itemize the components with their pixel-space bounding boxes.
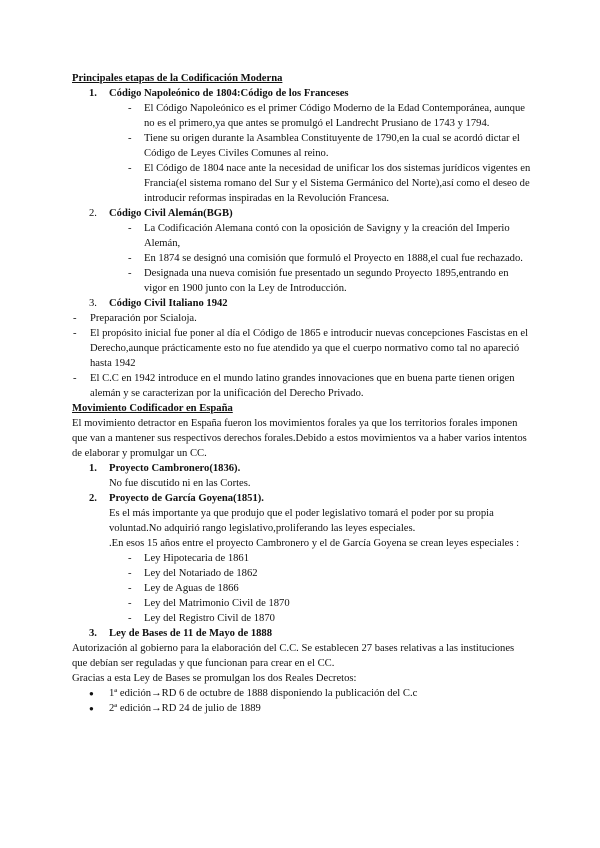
project-item-3	[72, 626, 532, 641]
list-item: - Ley de Aguas de 1866	[72, 581, 532, 596]
list-item: ● 2ª edición→RD 24 de julio de 1889	[72, 701, 532, 716]
list-item: - El propósito inicial fue poner al día el Código de 1865 e introducir nuevas concepciones Fascistas en el Derecho,aunque prácticamente esto no fue atendido ya que el cuerpo normativo como tal no apareció hasta 1942	[72, 326, 532, 371]
list-item: - Preparación por Scialoja.	[72, 311, 532, 326]
item-2-points	[72, 221, 532, 296]
codification-item-2	[72, 206, 532, 221]
section-heading: Movimiento Codificador en España	[72, 403, 233, 414]
list-item: - El C.C en 1942 introduce en el mundo latino grandes innovaciones que en buena parte tienen origen alemán y se caracterizan por la unificación del Derecho Privado.	[72, 371, 532, 401]
item-title: Código Civil Alemán(BGB)	[109, 208, 233, 219]
item-number: 1.	[89, 463, 97, 474]
paragraph: Gracias a esta Ley de Bases se promulgan los dos Reales Decretos:	[72, 673, 357, 684]
list-item: - Ley del Notariado de 1862	[72, 566, 532, 581]
item-text: No fue discutido ni en las Cortes.	[109, 478, 251, 489]
item-title: Código Civil Italiano 1942	[109, 298, 228, 309]
item-number: 2.	[89, 493, 97, 504]
paragraph: Autorización al gobierno para la elaboración del C.C. Se establecen 27 bases relativas a las instituciones que debían ser reguladas y que funcionan para crear en el CC.	[72, 643, 515, 669]
project-item-1	[72, 461, 532, 476]
item-title: Proyecto de García Goyena(1851).	[109, 493, 264, 504]
list-item: - Ley del Registro Civil de 1870	[72, 611, 532, 626]
item-title: Ley de Bases de 11 de Mayo de 1888	[109, 628, 273, 639]
item-text: .En esos 15 años entre el proyecto Cambronero y el de García Goyena se crean leyes especiales :	[109, 538, 520, 549]
project-item-2	[72, 491, 532, 506]
special-laws-list	[72, 551, 532, 626]
list-item: - Designada una nueva comisión fue presentado un segundo Proyecto 1895,entrando en vigor en 1900 junto con la Ley de Introducción.	[72, 266, 532, 296]
item-title: Proyecto Cambronero(1836).	[109, 463, 241, 474]
section-intro: El movimiento detractor en España fueron los movimientos forales ya que los territorios forales imponen que van a mantener sus respectivos derechos forales.Debido a estos movimientos va a haber varios intentos de elaborar y promulgar un CC.	[72, 418, 527, 459]
item-number: 1.	[89, 88, 97, 99]
list-item: - Ley del Matrimonio Civil de 1870	[72, 596, 532, 611]
list-item: - La Codificación Alemana contó con la oposición de Savigny y la creación del Imperio Alemán,	[72, 221, 532, 251]
codification-item-3	[72, 296, 532, 311]
list-item: ● 1ª edición→RD 6 de octubre de 1888 disponiendo la publicación del C.c	[72, 686, 532, 701]
codification-item-1	[72, 86, 532, 101]
item-number: 3.	[89, 628, 97, 639]
document-title: Principales etapas de la Codificación Moderna	[72, 73, 283, 84]
list-item: - Tiene su origen durante la Asamblea Constituyente de 1790,en la cual se acordó dictar el Código de Leyes Civiles Comunes al reino.	[72, 131, 532, 161]
document-page	[72, 71, 532, 716]
list-item: - El Código Napoleónico es el primer Código Moderno de la Edad Contemporánea, aunque no es el primero,ya que antes se promulgó el Landrecht Prusiano de 1743 y 1794.	[72, 101, 532, 131]
item-number: 3.	[89, 298, 97, 309]
item-1-points	[72, 101, 532, 206]
list-item: - El Código de 1804 nace ante la necesidad de unificar los dos sistemas jurídicos vigentes en Francia(el sistema romano del Sur y el Sistema Germánico del Norte),así como el deseo de introducir reformas inspiradas en la Revolución Francesa.	[72, 161, 532, 206]
list-item: - Ley Hipotecaria de 1861	[72, 551, 532, 566]
decrees-list	[72, 686, 532, 716]
item-number: 2.	[89, 208, 97, 219]
item-title: Código Napoleónico de 1804:Código de los Franceses	[109, 88, 349, 99]
list-item: - En 1874 se designó una comisión que formuló el Proyecto en 1888,el cual fue rechazado.	[72, 251, 532, 266]
item-text: Es el más importante ya que produjo que el poder legislativo tomará el poder por su propia voluntad.No adquirió rango legislativo,proliferando las leyes especiales.	[109, 508, 494, 534]
item-3-points	[72, 311, 532, 401]
